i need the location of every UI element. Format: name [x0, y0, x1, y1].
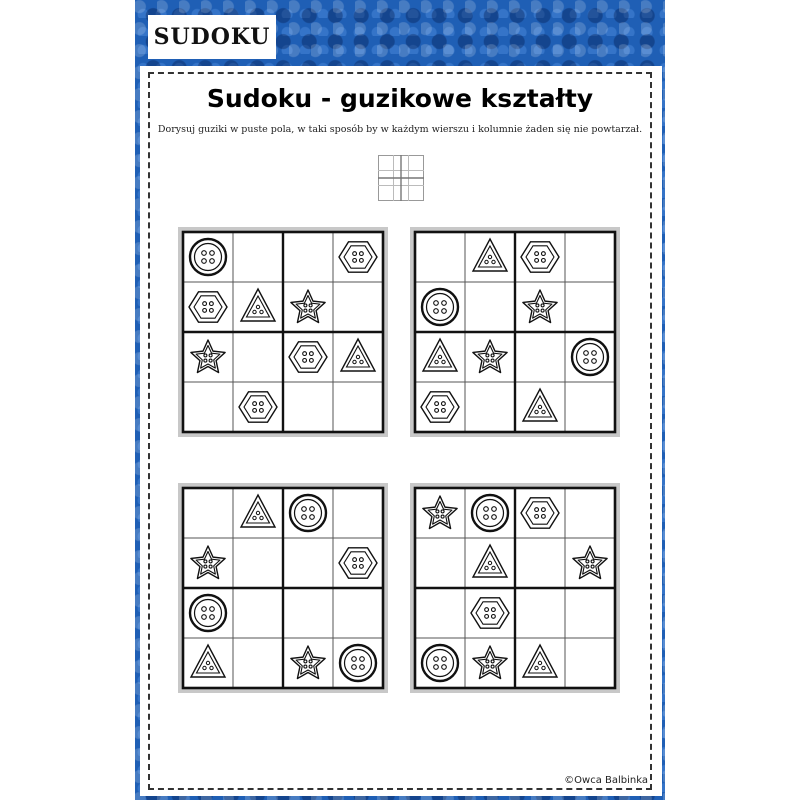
circle-button-icon — [340, 645, 376, 681]
circle-button-icon — [472, 495, 508, 531]
circle-button-icon — [290, 495, 326, 531]
category-label: SUDOKU — [148, 15, 276, 59]
copyright-credit: ©Owca Balbinka — [564, 775, 648, 786]
circle-button-icon — [572, 339, 608, 375]
grid-layout-icon — [378, 155, 424, 201]
circle-button-icon — [422, 289, 458, 325]
sudoku-puzzle-2 — [410, 227, 620, 441]
circle-button-icon — [422, 645, 458, 681]
page-title: Sudoku - guzikowe kształty — [206, 84, 594, 113]
instruction-text: Dorysuj guziki w puste pola, w taki sposób by w każdym wierszu i kolumnie żaden się nie powtarzał. — [157, 124, 643, 135]
sudoku-puzzle-4 — [410, 483, 620, 697]
sudoku-puzzle-1 — [178, 227, 388, 441]
sudoku-puzzle-3 — [178, 483, 388, 697]
circle-button-icon — [190, 595, 226, 631]
circle-button-icon — [190, 239, 226, 275]
